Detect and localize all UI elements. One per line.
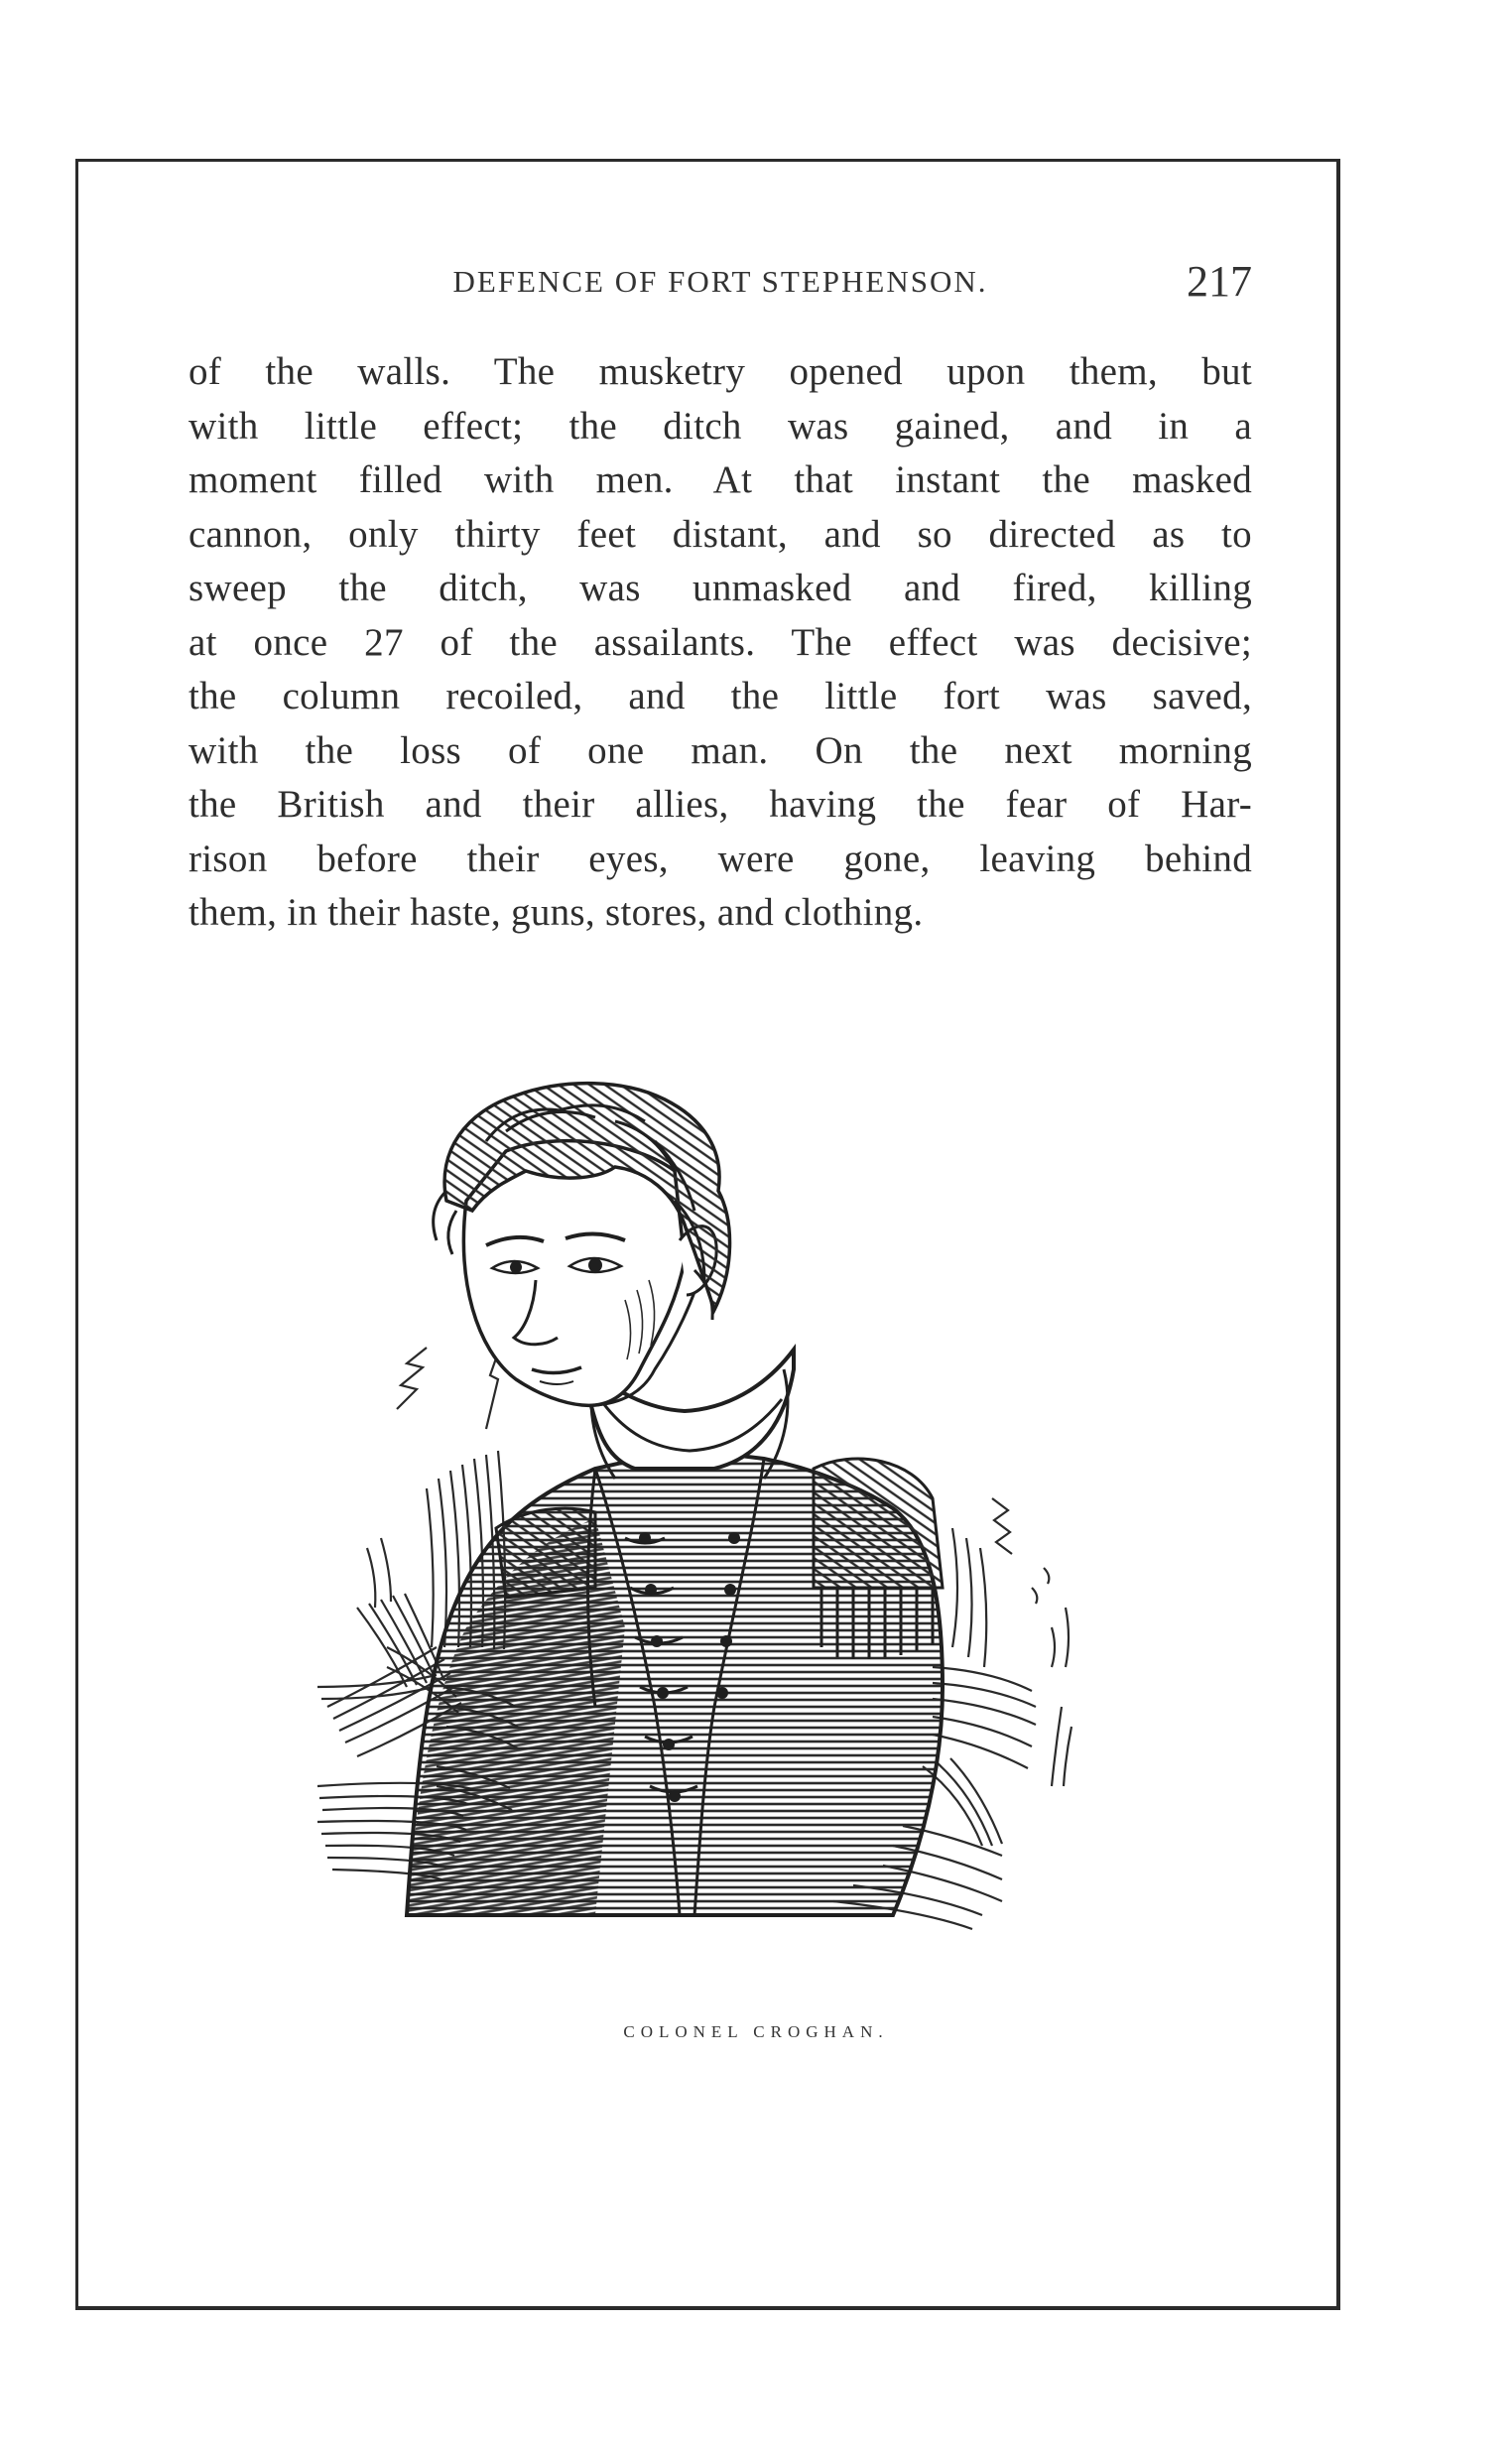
running-title: DEFENCE OF FORT STEPHENSON. [452,264,988,299]
body-text [189,345,1252,941]
text-line: the British and their allies, having the fear of Har- [189,783,1252,826]
epaulette [814,1459,943,1588]
page-number: 217 [1187,257,1252,306]
text-line: of the walls. The musketry opened upon them, but [189,350,1252,393]
running-head [189,256,1252,306]
text-line: moment filled with men. At that instant the masked [189,458,1252,501]
text-line: rison before their eyes, were gone, leaving behind [189,837,1252,880]
portrait-engraving [298,1072,1151,2004]
figure-caption: COLONEL CROGHAN. [623,2022,889,2041]
text-line: them, in their haste, guns, stores, and clothing. [189,891,924,934]
text-line: the column recoiled, and the little fort was saved, [189,675,1252,717]
text-line: sweep the ditch, was unmasked and fired, killing [189,567,1252,609]
text-line: at once 27 of the assailants. The effect was decisive; [189,620,1252,664]
text-line: with little effect; the ditch was gained, and in a [189,404,1252,448]
text-line: cannon, only thirty feet distant, and so directed as to [189,512,1252,556]
text-line: with the loss of one man. On the next morning [189,728,1252,772]
